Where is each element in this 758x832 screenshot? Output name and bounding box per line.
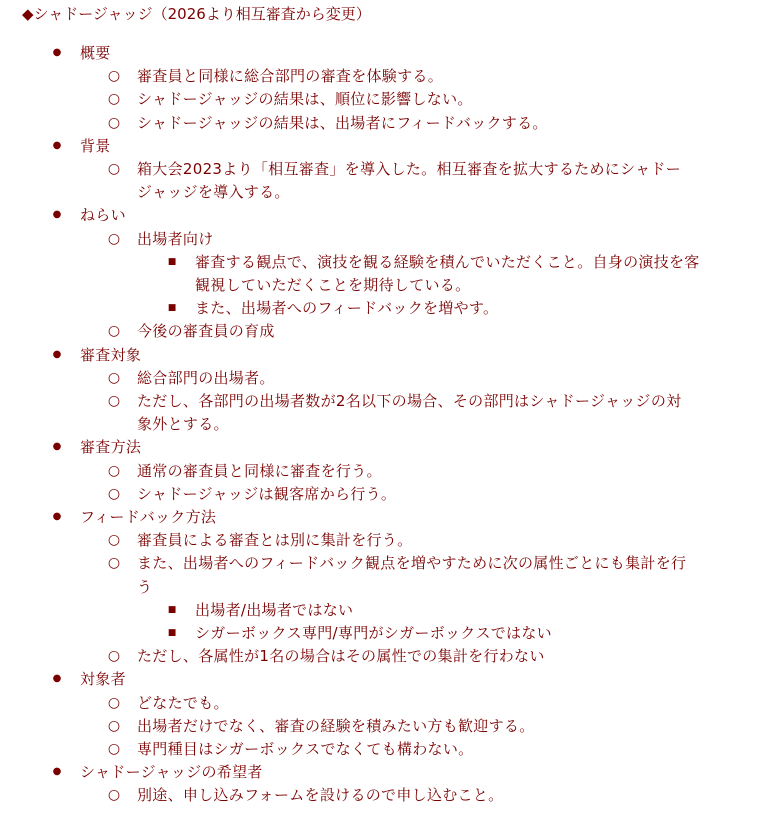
outline-item-text: シャドージャッジの結果は、出場者にフィードバックする。	[137, 113, 548, 132]
outline-item	[0, 528, 758, 552]
outline-item-text: 象外とする。	[137, 415, 229, 434]
outline-section	[0, 760, 758, 784]
outline-item-text: 審査員による審査とは別に集計を行う。	[137, 531, 413, 550]
bullet-l3-icon: ■	[167, 303, 177, 314]
bullet-l2-icon: ○	[107, 717, 121, 734]
outline-item-text: 総合部門の出場者。	[137, 368, 275, 387]
outline-item	[0, 389, 758, 413]
bullet-l1-icon: ●	[52, 209, 62, 221]
outline-item-text: 出場者向け	[137, 229, 214, 248]
outline-section	[0, 134, 758, 158]
outline-section	[0, 435, 758, 459]
bullet-l2-icon: ○	[107, 230, 121, 247]
bullet-l1-icon: ●	[52, 348, 62, 360]
outline-item	[0, 319, 758, 343]
bullet-l2-icon: ○	[107, 161, 121, 177]
bullet-l3-icon: ■	[167, 628, 177, 638]
outline-subitem-text: 審査する観点で、演技を観る経験を積んでいただくこと。自身の演技を客	[195, 252, 700, 271]
outline-item	[0, 227, 758, 251]
bullet-l2-icon: ○	[107, 369, 121, 386]
outline-subitem-text: また、出場者へのフィードバックを増やす。	[195, 299, 499, 318]
outline-item-text: 審査員と同様に総合部門の審査を体験する。	[137, 67, 444, 86]
outline-item-text: 箱大会2023より「相互審査」を導入した。相互審査を拡大するためにシャドー	[137, 160, 681, 178]
bullet-l1-icon: ●	[52, 511, 62, 522]
bullet-l3-icon: ■	[167, 604, 177, 615]
outline-section	[0, 41, 758, 65]
outline-section-text: シャドージャッジの希望者	[80, 763, 263, 782]
bullet-l3-icon: ■	[167, 256, 177, 267]
outline-item-text: シャドージャッジは観客席から行う。	[137, 484, 397, 503]
outline-section-text: 対象者	[80, 670, 126, 689]
outline-item-text: どなたでも。	[137, 693, 229, 712]
bullet-l1-icon: ●	[52, 47, 62, 58]
outline-item	[0, 482, 758, 506]
outline-item-text: ただし、各部門の出場者数が2名以下の場合、その部門はシャドージャッジの対	[137, 392, 682, 410]
outline-section-text: 背景	[80, 136, 111, 155]
outline-subitem	[0, 621, 758, 645]
outline-item-text: 通常の審査員と同様に審査を行う。	[137, 461, 382, 480]
outline-section-text: フィードバック方法	[80, 508, 217, 526]
outline-item	[0, 783, 758, 807]
outline-subitem-text: 観視していただくことを期待している。	[195, 276, 471, 294]
outline-item-text: シャドージャッジの結果は、順位に影響しない。	[137, 90, 473, 109]
outline-subitem	[0, 250, 758, 274]
outline-section	[0, 343, 758, 367]
bullet-l1-icon: ●	[52, 139, 62, 151]
outline-item	[0, 64, 758, 88]
outline-item-text: 別途、申し込みフォームを設けるので申し込むこと。	[137, 786, 504, 805]
bullet-l2-icon: ○	[107, 462, 121, 479]
outline-section	[0, 667, 758, 691]
outline-item-text: 出場者だけでなく、審査の経験を積みたい方も歓迎する。	[137, 716, 535, 735]
outline-item-continuation	[0, 412, 758, 436]
bullet-l2-icon: ○	[107, 741, 121, 757]
outline-item-text: う	[137, 577, 153, 596]
outline-item	[0, 111, 758, 135]
outline-item	[0, 87, 758, 111]
outline-item	[0, 737, 758, 761]
bullet-l2-icon: ○	[107, 323, 121, 340]
bullet-l2-icon: ○	[107, 648, 121, 665]
bullet-l2-icon: ○	[107, 91, 121, 108]
bullet-l2-icon: ○	[107, 787, 121, 804]
bullet-l2-icon: ○	[107, 114, 121, 131]
outline-item	[0, 551, 758, 575]
outline-item-text: ジャッジを導入する。	[137, 183, 290, 202]
outline-item-text: 今後の審査員の育成	[137, 322, 275, 341]
outline-item	[0, 459, 758, 483]
outline-item-continuation	[0, 575, 758, 599]
outline-subitem-text: シガーボックス専門/専門がシガーボックスではない	[195, 624, 552, 642]
outline-item	[0, 714, 758, 738]
bullet-l1-icon: ●	[52, 441, 62, 453]
outline-section-text: ねらい	[80, 206, 126, 225]
outline-item-text: ただし、各属性が1名の場合はその属性での集計を行わない	[137, 647, 545, 666]
outline-section	[0, 505, 758, 529]
bullet-l2-icon: ○	[107, 485, 121, 502]
bullet-l2-icon: ○	[107, 694, 121, 711]
outline-item	[0, 157, 758, 181]
outline-item-text: また、出場者へのフィードバック観点を増やすために次の属性ごとにも集計を行	[137, 554, 687, 573]
outline-subitem	[0, 598, 758, 622]
bullet-l2-icon: ○	[107, 532, 121, 549]
outline-item	[0, 644, 758, 668]
outline-section-text: 審査方法	[80, 438, 142, 457]
outline-subitem-continuation	[0, 273, 758, 297]
bullet-l2-icon: ○	[107, 68, 121, 85]
bullet-l1-icon: ●	[52, 673, 62, 685]
bullet-l2-icon: ○	[107, 555, 121, 572]
outline-section	[0, 203, 758, 227]
outline-section-text: 概要	[80, 44, 111, 62]
outline-subitem-text: 出場者/出場者ではない	[195, 600, 354, 619]
outline-item-continuation	[0, 180, 758, 204]
page-title: ◆シャドージャッジ（2026より相互審査から変更）	[22, 5, 371, 23]
bullet-l2-icon: ○	[107, 393, 121, 409]
outline-item	[0, 691, 758, 715]
bullet-l1-icon: ●	[52, 766, 62, 778]
outline-item	[0, 366, 758, 390]
outline-subitem	[0, 296, 758, 320]
outline-item-text: 専門種目はシガーボックスでなくても構わない。	[137, 740, 474, 758]
outline-section-text: 審査対象	[80, 345, 142, 364]
